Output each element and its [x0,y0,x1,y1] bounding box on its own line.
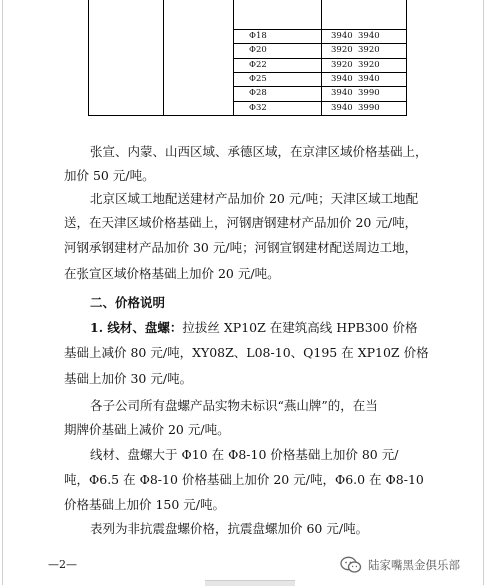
table-cell-price: 3940 [358,31,380,41]
table-cell-price: 3990 [358,103,380,113]
text-line: 期牌价基础上减价 20 元/吨。 [64,422,230,437]
bold-lead: 1. 线材、盘螺： [90,320,183,335]
page-right-border [483,0,484,585]
text-line [90,320,418,336]
text-line: 各子公司所有盘螺产品实物未标识“燕山牌”的，在当 [90,398,378,413]
paragraph-seismic-note: 表列为非抗震盘螺价格，抗震盘螺加价 60 元/吨。 [90,521,369,536]
table-cell-price: 3990 [358,88,380,98]
text-line: 送，在天津区域价格基础上，河钢唐钢建材产品加价 20 元/吨， [64,215,418,230]
page-number: —2— [48,558,77,571]
bottom-scroll-edge [205,580,295,586]
table-cell-size: Φ18 [249,31,267,41]
text-line: 价格基础上加价 150 元/吨。 [64,497,226,512]
table-cell-price: 3920 [358,45,380,55]
text-line: 北京区域工地配送建材产品加价 20 元/吨；天津区域工地配 [90,191,419,206]
text-line: 线材、盘螺大于 Φ10 在 Φ8-10 价格基础上加价 80 元/ [90,447,399,462]
table-cell-size: Φ22 [249,60,267,70]
text-span: 拉拔丝 XP10Z 在建筑高线 HPB300 价格 [182,320,418,335]
watermark [340,556,460,574]
wechat-icon [340,556,362,574]
table-cell-price: 3940 [331,31,353,41]
text-line: 基础上减价 80 元/吨，XY08Z、L08-10、Q195 在 XP10Z 价格 [64,345,429,360]
text-line: 吨，Φ6.5 在 Φ8-10 价格基础上加价 20 元/吨，Φ6.0 在 Φ8-10 [64,472,424,487]
table-cell-price: 3940 [331,103,353,113]
text-line: 基础上加价 30 元/吨。 [64,371,193,386]
page-left-border [2,0,3,585]
table-cell-price: 3920 [358,60,380,70]
table-cell-size: Φ28 [249,88,267,98]
table-cell-size: Φ20 [249,45,267,55]
table-cell-price: 3940 [331,74,353,84]
text-line: 河钢承钢建材产品加价 30 元/吨；河钢宣钢建材配送周边工地， [64,240,418,255]
table-cell-price: 3920 [331,45,353,55]
table-cell-price: 3920 [331,60,353,70]
table-cell-size: Φ32 [249,103,267,113]
section-heading: 二、价格说明 [90,295,166,310]
text-line: 在张宣区域价格基础上加价 20 元/吨。 [64,266,280,281]
table-cell-size: Φ25 [249,74,267,84]
watermark-text: 陆家嘴黑金俱乐部 [368,558,460,572]
text-line: 张宣、内蒙、山西区域、承德区域，在京津区域价格基础上， [90,144,428,159]
price-table [88,0,407,116]
table-cell-price: 3940 [331,88,353,98]
text-line: 加价 50 元/吨。 [64,168,155,183]
table-cell-price: 3940 [358,74,380,84]
